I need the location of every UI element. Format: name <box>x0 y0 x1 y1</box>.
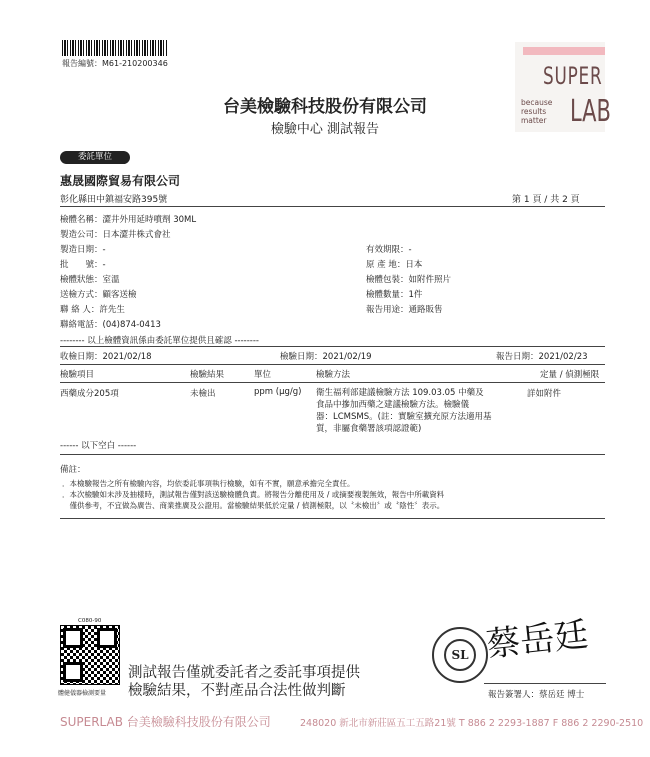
qr-code <box>60 625 120 685</box>
received-date <box>60 350 152 362</box>
qr-finder <box>63 628 83 648</box>
sample-contact <box>60 303 125 315</box>
logo-super: SUPER <box>543 62 603 90</box>
remark-line: 僅供參考，不宜做為廣告、商業推廣及公證用。當檢驗結果低於定量 / 偵測極限，以〝未檢出〞或〝陰性〞表示。 <box>62 501 445 510</box>
label: 製造公司： <box>60 230 103 240</box>
lab-seal <box>432 627 488 683</box>
sample-expiry <box>366 243 412 255</box>
footer-bar <box>60 713 644 730</box>
row-limit: 詳如附件 <box>527 389 562 399</box>
disclaimer-line: 測試報告僅就委託者之委託事項提供 <box>128 665 360 681</box>
value: - <box>102 260 106 270</box>
divider <box>60 364 605 365</box>
blank-note: ------ 以下空白 ------ <box>60 441 137 451</box>
sample-delivery <box>60 288 137 300</box>
signer: 報告簽署人：蔡岳廷 博士 <box>488 690 585 700</box>
label: 製造日期： <box>60 245 103 255</box>
company-title: 台美檢驗科技股份有限公司 <box>223 97 427 117</box>
label: 送檢方式： <box>60 290 103 300</box>
sample-quantity <box>366 288 422 300</box>
sample-state <box>60 273 120 285</box>
report-subtitle: 檢驗中心 測試報告 <box>270 122 380 137</box>
col-header-result: 檢驗結果 <box>190 370 225 380</box>
disclaimer-line: 檢驗結果，不對產品合法性做判斷 <box>128 683 346 699</box>
sample-name <box>60 213 196 225</box>
footer-address: 248020 新北市新莊區五工五路21號 T 886 2 2293-1887 F 886 2 2290-2510 <box>300 718 644 729</box>
value: 通路販售 <box>408 305 443 315</box>
method-line: 器：LCMSMS。(註：實驗室擴充原方法適用基 <box>316 412 492 422</box>
disclaimer <box>128 664 360 700</box>
qr-finder <box>63 662 83 682</box>
col-header-limit: 定量 / 偵測極限 <box>540 370 600 380</box>
row-item: 西藥成分205項 <box>60 389 119 399</box>
col-header-unit: 單位 <box>254 370 272 380</box>
provided-note: -------- 以上檢體資訊係由委託單位提供且確認 -------- <box>60 336 259 346</box>
remarks-body <box>62 478 607 511</box>
value: 2021/02/18 <box>102 352 152 362</box>
sample-phone <box>60 318 161 330</box>
divider <box>60 346 605 347</box>
label: 報告用途： <box>366 305 409 315</box>
qr-top-text: C080-90 <box>78 618 102 624</box>
value: 顧客送檢 <box>102 290 137 300</box>
qr-finder <box>97 628 117 648</box>
label: 原 產 地： <box>366 260 406 270</box>
row-result: 未檢出 <box>190 389 216 399</box>
signature: 蔡岳廷 <box>484 614 591 666</box>
seal-mark: SL <box>444 639 476 671</box>
value: (04)874-0413 <box>102 320 161 330</box>
barcode <box>62 40 168 56</box>
remarks-title: 備註： <box>60 465 86 475</box>
value: 澀井外用延時噴劑 30ML <box>102 215 197 225</box>
logo-slogan-3: matter <box>521 116 547 125</box>
label: 有效期限： <box>366 245 409 255</box>
remark-line: ．本次檢驗如未涉及抽樣時，測試報告僅對該送驗檢體負責。將報告分離使用及 / 或摘要複製無效，報告中所載資料 <box>62 490 445 499</box>
label: 批 號： <box>60 260 103 270</box>
label: 檢驗日期： <box>280 352 323 362</box>
method-line: 質，非屬食藥署該項認證範) <box>316 424 422 434</box>
value: 日本 <box>405 260 423 270</box>
value: - <box>102 245 106 255</box>
sample-origin <box>366 258 422 270</box>
client-tag: 委託單位 <box>60 151 130 164</box>
value: 1件 <box>408 290 423 300</box>
logo-lab: LAB <box>570 94 611 129</box>
tested-date <box>280 350 372 362</box>
divider <box>60 454 605 455</box>
label: 檢體名稱： <box>60 215 103 225</box>
value: - <box>408 245 412 255</box>
row-method <box>316 387 526 435</box>
label: 報告日期： <box>496 352 539 362</box>
method-line: 衛生福利部建議檢驗方法 109.03.05 中藥及 <box>316 388 484 398</box>
value: 室溫 <box>102 275 120 285</box>
divider <box>60 382 605 383</box>
label: 檢體數量： <box>366 290 409 300</box>
value: 許先生 <box>99 305 125 315</box>
label: 聯 絡 人： <box>60 305 100 315</box>
col-header-item: 檢驗項目 <box>60 370 95 380</box>
label: 收檢日期： <box>60 352 103 362</box>
col-header-method: 檢驗方法 <box>316 370 351 380</box>
value: 如附件照片 <box>408 275 452 285</box>
remark-line: ．本檢驗報告之所有檢驗內容，均依委託事項執行檢驗，如有不實，願意承擔完全責任。 <box>62 479 355 488</box>
sample-mfg-date <box>60 243 106 255</box>
method-line: 食品中摻加西藥之建議檢驗方法。檢驗儀 <box>316 400 470 410</box>
reported-date <box>496 350 588 362</box>
sample-maker <box>60 228 171 240</box>
logo-slogan-1: because <box>521 98 553 107</box>
report-number <box>62 58 168 69</box>
signature-line <box>484 683 606 684</box>
row-unit: ppm (μg/g) <box>254 387 302 397</box>
value: 2021/02/23 <box>538 352 588 362</box>
label: 聯絡電話： <box>60 320 103 330</box>
sample-batch <box>60 258 106 270</box>
page-indicator: 第 1 頁 / 共 2 頁 <box>512 195 580 205</box>
label: 檢體狀態： <box>60 275 103 285</box>
report-number-label: 報告編號： <box>62 59 102 68</box>
footer-brand: SUPERLAB 台美檢驗科技股份有限公司 <box>60 715 271 729</box>
sample-package <box>366 273 451 285</box>
label: 檢體包裝： <box>366 275 409 285</box>
divider <box>60 206 605 207</box>
sample-use <box>366 303 443 315</box>
client-address: 彰化縣田中鎮福安路395號 <box>60 195 168 205</box>
report-number-value: M61-210200346 <box>102 59 168 68</box>
qr-caption: 體健儀器檢測要量 <box>58 690 107 697</box>
logo-slogan-2: results <box>521 107 547 116</box>
logo-bar <box>523 47 605 55</box>
value: 2021/02/19 <box>322 352 372 362</box>
value: 日本澀井株式會社 <box>102 230 171 240</box>
client-name: 惠晟國際貿易有限公司 <box>60 174 181 188</box>
divider <box>60 518 605 519</box>
